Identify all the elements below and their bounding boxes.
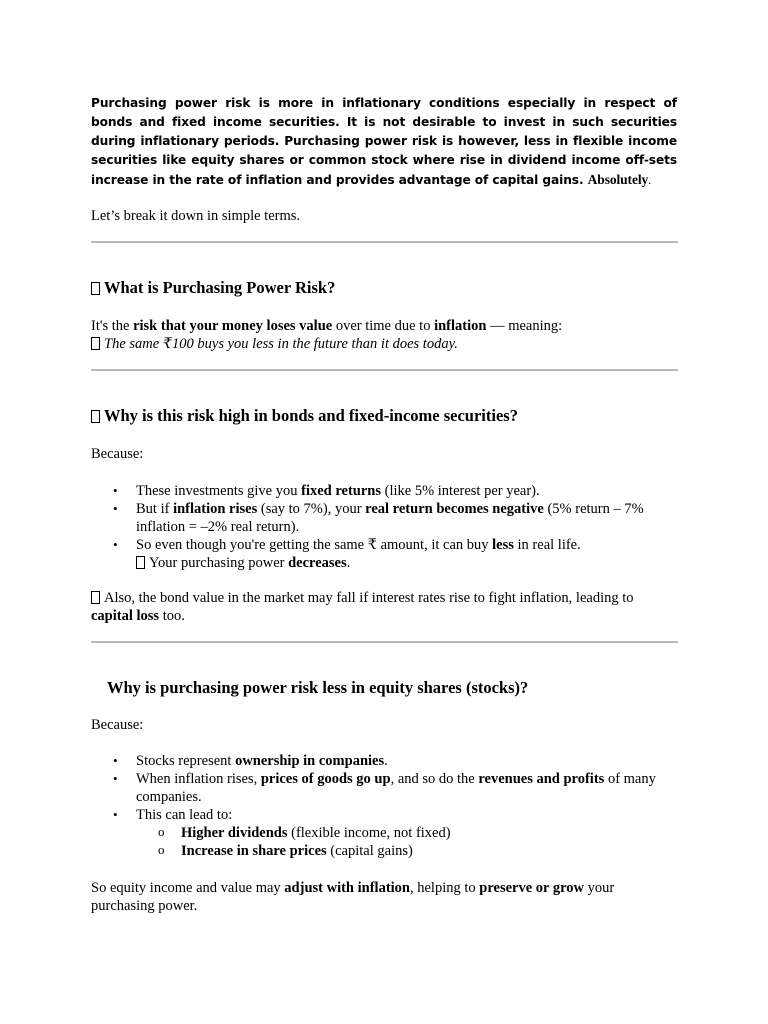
list-item: • Stocks represent ownership in companies. [91, 752, 679, 770]
intro-emphasis: Absolutely [587, 172, 649, 187]
sub-list-item: o Higher dividends (flexible income, not fixed) [136, 824, 679, 842]
section2-because: Because: [91, 446, 144, 462]
intro-text: Purchasing power risk is more in inflationary conditions especially in respect of bonds and fixed income securities. It is not desirable to invest in such securities during inflationary periods. Purchasing power risk is however, less in flexible income securities like equity shares or common stock where rise in dividend income off-sets increase in the rate of inflation and provides advantage of capital gains. [91, 96, 677, 187]
section3-list [91, 752, 679, 860]
list-item: • These investments give you fixed returns (like 5% interest per year). [91, 482, 679, 500]
missing-glyph-icon [136, 556, 145, 569]
missing-glyph-icon [91, 337, 100, 350]
section1-heading [91, 278, 679, 298]
section1-heading-text: What is Purchasing Power Risk? [104, 278, 336, 297]
section2-list [91, 482, 679, 572]
section1-example [91, 335, 679, 353]
intro-paragraph [91, 94, 677, 190]
divider [91, 369, 678, 371]
divider [91, 241, 678, 243]
list-item: • But if inflation rises (say to 7%), your real return becomes negative (5% return – 7% inflation = –2% real return). [91, 500, 679, 536]
section3-closing: So equity income and value may adjust with inflation, helping to preserve or grow your purchasing power. [91, 880, 615, 914]
intro-period: . [648, 173, 652, 187]
section2-also: Also, the bond value in the market may fall if interest rates rise to fight inflation, leading to capital loss too. [91, 590, 634, 624]
missing-glyph-icon [91, 282, 100, 295]
list-item: • So even though you're getting the same ₹ amount, it can buy less in real life. Your purchasing power decreases. [91, 536, 679, 572]
sub-list [136, 824, 679, 860]
lead-line: Let’s break it down in simple terms. [91, 208, 301, 224]
list-item: • When inflation rises, prices of goods go up, and so do the revenues and profits of many companies. [91, 770, 679, 806]
section2-heading-text: Why is this risk high in bonds and fixed-income securities? [104, 406, 518, 425]
list-item: • This can lead to: o Higher dividends (flexible income, not fixed) o Increase in share prices (capital gains) [91, 806, 679, 860]
section3-because: Because: [91, 717, 144, 733]
missing-glyph-icon [91, 410, 100, 423]
divider [91, 641, 678, 643]
section1-line1: It's the risk that your money loses value over time due to inflation — meaning: [91, 318, 563, 334]
missing-glyph-icon [91, 591, 100, 604]
example-text: The same ₹100 buys you less in the future than it does today. [104, 336, 458, 352]
section2-heading [91, 406, 679, 426]
sub-list-item: o Increase in share prices (capital gains) [136, 842, 679, 860]
section3-heading: Why is purchasing power risk less in equity shares (stocks)? [107, 678, 529, 697]
